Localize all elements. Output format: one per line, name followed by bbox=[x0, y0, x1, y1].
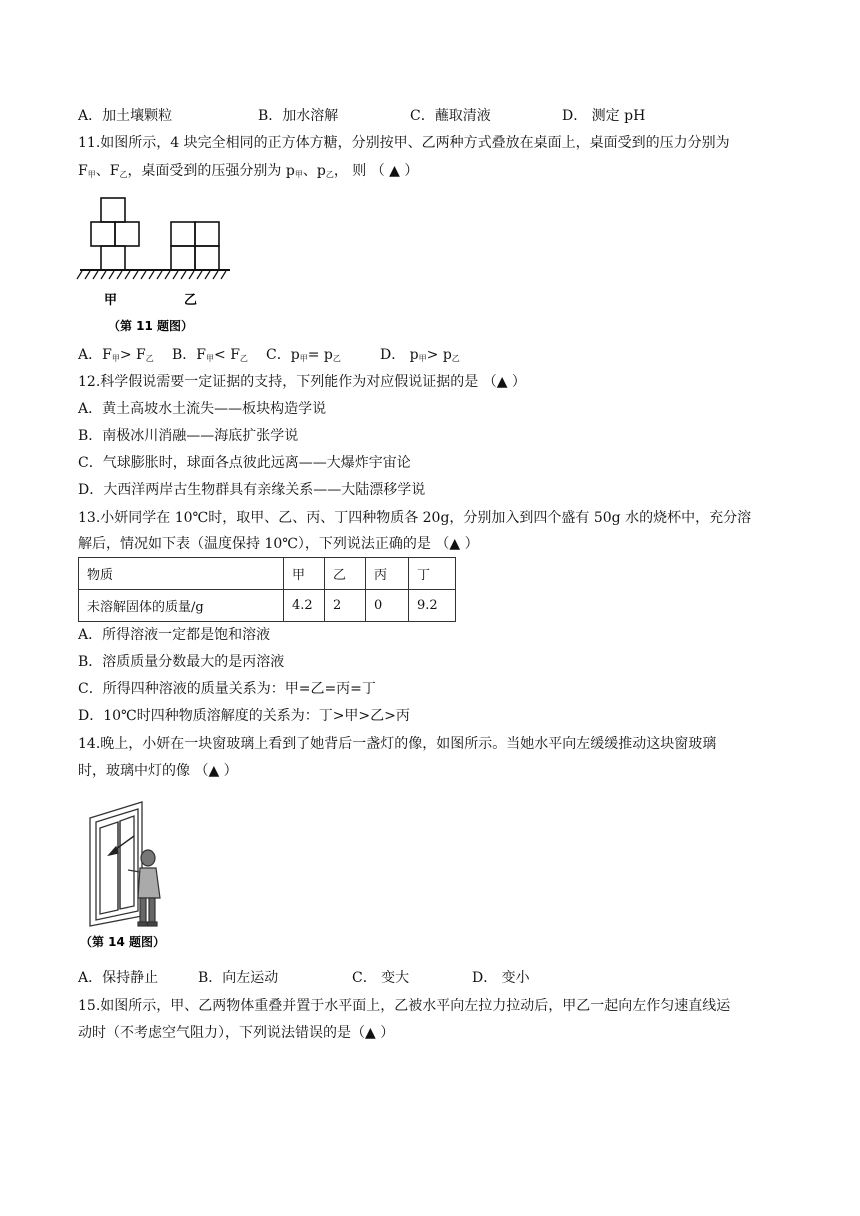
table-cell: 丁 bbox=[409, 558, 456, 590]
table-cell: 乙 bbox=[325, 558, 366, 590]
q14-option-b: B．向左运动 bbox=[198, 970, 279, 986]
q14-figure-window-girl bbox=[76, 798, 192, 954]
q12-option-a: A．黄土高坡水土流失——板块构造学说 bbox=[78, 401, 327, 417]
q13-stem-line1: 13.小妍同学在 10℃时，取甲、乙、丙、丁四种物质各 20g，分别加入到四个盛有 50g 水的烧杯中，充分溶 bbox=[78, 510, 752, 526]
q13-option-b: B．溶质质量分数最大的是丙溶液 bbox=[78, 654, 285, 670]
q14-stem-line2: 时，玻璃中灯的像 （▲ ） bbox=[78, 763, 238, 779]
q13-stem-line2: 解后，情况如下表（温度保持 10℃），下列说法正确的是 （▲ ） bbox=[78, 536, 479, 552]
q11-stem-line2: $F_甲$、$F_乙$，桌面受到的压强分别为 $p_甲$、$p_乙$， 则 （ ▲ ） bbox=[78, 163, 419, 179]
q13-option-c: C．所得四种溶液的质量关系为：甲=乙=丙=丁 bbox=[78, 681, 376, 697]
q11-option-a: A．$F_甲> F_乙$ bbox=[78, 347, 154, 363]
q11-figure-label-right: 乙 bbox=[184, 293, 198, 308]
table-cell: 2 bbox=[325, 590, 366, 622]
table-cell: 4.2 bbox=[284, 590, 325, 622]
table-cell: 丙 bbox=[366, 558, 409, 590]
table-cell: 0 bbox=[366, 590, 409, 622]
q11-figure-caption: （第 11 题图） bbox=[108, 319, 194, 333]
q10-option-a: A．加土壤颗粒 bbox=[78, 108, 173, 124]
q10-option-d: D． 测定 pH bbox=[562, 108, 646, 124]
q13-option-d: D．10℃时四种物质溶解度的关系为：丁>甲>乙>丙 bbox=[78, 708, 410, 724]
q15-stem-line1: 15.如图所示，甲、乙两物体重叠并置于水平面上，乙被水平向左拉力拉动后，甲乙一起向左作匀速直线运 bbox=[78, 998, 731, 1014]
q11-option-c: C．$p_甲= p_乙$ bbox=[266, 347, 341, 363]
q10-option-c: C．蘸取清液 bbox=[410, 108, 491, 124]
table-row bbox=[79, 590, 456, 622]
q14-option-d: D． 变小 bbox=[472, 970, 530, 986]
table-header-row bbox=[79, 558, 456, 590]
q12-option-c: C．气球膨胀时，球面各点彼此远离——大爆炸宇宙论 bbox=[78, 455, 411, 471]
q12-stem: 12.科学假说需要一定证据的支持，下列能作为对应假说证据的是 （▲ ） bbox=[78, 374, 526, 390]
q12-option-b: B．南极冰川消融——海底扩张学说 bbox=[78, 428, 299, 444]
table-cell: 9.2 bbox=[409, 590, 456, 622]
q11-stem-line1: 11.如图所示，4 块完全相同的正方体方糖，分别按甲、乙两种方式叠放在桌面上，桌面受到的压力分别为 bbox=[78, 135, 730, 151]
q11-option-b: B．$F_甲< F_乙$ bbox=[172, 347, 248, 363]
q14-figure-caption: （第 14 题图） bbox=[80, 935, 166, 949]
q13-solubility-table bbox=[78, 557, 456, 622]
table-cell: 物质 bbox=[79, 558, 284, 590]
q14-option-a: A．保持静止 bbox=[78, 970, 159, 986]
q11-figure-sugar-cubes bbox=[76, 192, 236, 340]
table-cell: 未溶解固体的质量/g bbox=[79, 590, 284, 622]
q11-option-d: D． $p_甲> p_乙$ bbox=[380, 347, 460, 363]
q14-option-c: C． 变大 bbox=[352, 970, 410, 986]
q15-stem-line2: 动时（不考虑空气阻力），下列说法错误的是（▲ ） bbox=[78, 1025, 395, 1041]
q10-option-b: B．加水溶解 bbox=[258, 108, 339, 124]
q14-stem-line1: 14.晚上，小妍在一块窗玻璃上看到了她背后一盏灯的像，如图所示。当她水平向左缓缓推动这块窗玻璃 bbox=[78, 736, 717, 752]
table-cell: 甲 bbox=[284, 558, 325, 590]
q12-option-d: D．大西洋两岸古生物群具有亲缘关系——大陆漂移学说 bbox=[78, 482, 426, 498]
q13-option-a: A．所得溶液一定都是饱和溶液 bbox=[78, 627, 271, 643]
q11-figure-label-left: 甲 bbox=[104, 293, 118, 308]
